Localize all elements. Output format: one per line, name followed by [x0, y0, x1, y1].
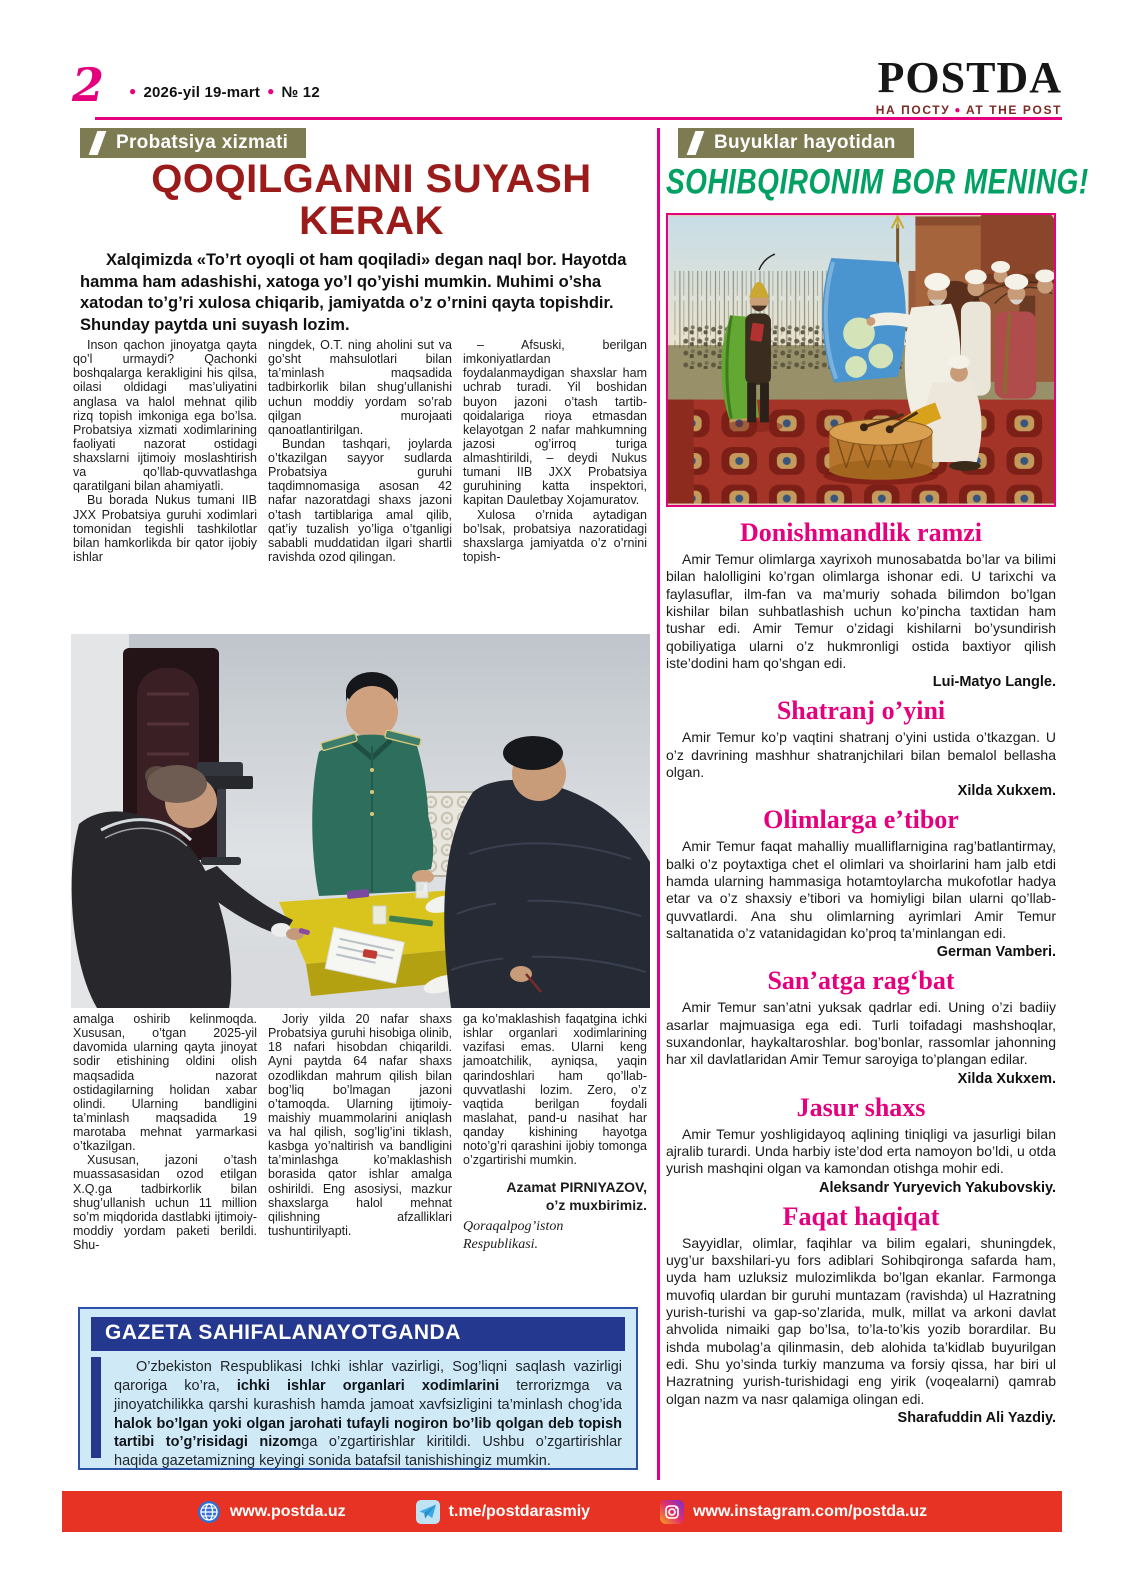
footer-website-link[interactable]	[197, 1500, 346, 1524]
article-headline: QOQILGANNI SUYASH KERAK	[151, 157, 592, 244]
instagram-icon	[660, 1500, 684, 1524]
section-body: Amir Temur yoshligidayoq aqlining tiniqligi va jasurligi bilan ajralib turardi. Unda harbiy iste’dod erta namoyon bo’ldi, u otda yurish mashqini olgan va kamondan otishga mohir edi.	[666, 1125, 1056, 1177]
section-author: Xilda Xukxem.	[957, 1070, 1056, 1087]
infobox	[78, 1307, 638, 1470]
infobox-text-bold: halok bo’lgan yoki olgan jarohati tufayli nogiron bo’lib qolgan deb topish tartibi to’g’risidagi nizom	[114, 1415, 622, 1451]
infobox-text: terrorizmga va jinoyatchilikka qarshi kurashish hamda jamoat xavfsizligini ta’minlash chog’ida	[114, 1377, 622, 1413]
footer-bar	[62, 1491, 1062, 1532]
footer-instagram-link[interactable]	[660, 1500, 927, 1524]
footer-telegram-link[interactable]	[416, 1500, 590, 1524]
article-column	[463, 1012, 647, 1304]
masthead-subtitle	[876, 103, 1062, 117]
byline-region: Respublikasi.	[463, 1236, 539, 1252]
infobox-title: GAZETA SAHIFALANAYOTGANDA	[91, 1317, 625, 1351]
section-body: Sayyidlar, olimlar, faqihlar va bilim egalari, shuningdek, uyg’ur baxshilari-yu fors adiblari Sohibqironga safarda ham, uyda ham uzluksiz mulozimlikda bo’lgan ekanlar. Farmonga muvofiq ulardan bir guruhi muntazam (ravishda) ul Hazratning yurish-turishi va gap-so’zlarida, mulk, millat va arkoni davlat ahvolida nimaiki gap bo’lsa, to’la-to’kis yozib borardilar. Bu ishda mubolag’a qilinmasin, deb alohida ta’kidlab buyurilgan edi. Shu yo’sinda turkiy manzuma va forsiy qissa, har biri ul Hazratning yurish-turishidagi eng yirik (voqealarni) qamrab olgan nazm va nasr qalamiga olingan edi.	[666, 1234, 1056, 1407]
right-article-title: SOHIBQIRONIM BOR MENING!	[666, 162, 1089, 201]
section-body: Amir Temur san’atni yuksak qadrlar edi. Uning o’zi badiiy asarlar majmuasiga ega edi. Turli toifadagi mashshoqlar, suxandonlar, haykaltaroshlar. bog’bonlar, rassomlar jahonning har xil davlatlaridan Amir Temur saroyiga to’plangan edilar.	[666, 999, 1056, 1068]
bullet-icon: ●	[954, 105, 962, 116]
bullet-icon: ●	[267, 84, 275, 98]
section-block	[666, 805, 1056, 960]
issue-number: № 12	[281, 84, 320, 101]
footer-instagram-label: www.instagram.com/postda.uz	[693, 1502, 928, 1520]
section-author: Aleksandr Yuryevich Yakubovskiy.	[819, 1179, 1056, 1196]
masthead-title: POSTDA	[877, 53, 1062, 102]
masthead-sub-en: AT THE POST	[965, 103, 1062, 117]
date-issue-line	[122, 84, 320, 101]
section-heading: San’atga rag‘bat	[767, 966, 955, 996]
byline-author: Azamat PIRNIYAZOV,	[506, 1179, 647, 1196]
masthead	[875, 53, 1062, 117]
section-author: German Vamberi.	[936, 944, 1056, 961]
painting-illustration	[668, 215, 1054, 505]
column-divider	[657, 128, 660, 1480]
section-author: Lui-Matyo Langle.	[932, 674, 1056, 691]
infobox-body	[114, 1358, 622, 1471]
infobox-text: ga o’zgartirishlar kiritildi. Ushbu o’zgartirishlar haqida gazetamizning keyingi sonida batafsil tanishishingiz mumkin.	[114, 1434, 622, 1470]
section-body: Amir Temur faqat mahalliy mualliflarnigina rag’batlantirmay, balki o’z poytaxtiga chet el olimlari va shoirlarini ham jalb etdi hamda ularning hammasiga hotamtoylarcha mukofotlar hadya etar va o’z shaxsiy e’tibori va homiyligi bilan ularni qo’llab-quvvatlardi. Ana shu olimlarning ayrimlari Amir Temur saltanatida o’z vatanidagidan ko’proq ta’minlangan edi.	[666, 838, 1056, 942]
bullet-icon: ●	[129, 84, 137, 98]
footer-telegram-label: t.me/postdarasmiy	[448, 1502, 591, 1520]
header-rule	[95, 117, 1062, 120]
section-heading: Shatranj o’yini	[776, 696, 946, 726]
section-heading: Donishmandlik ramzi	[740, 518, 982, 547]
masthead-sub-ru: НА ПОСТУ	[875, 103, 951, 117]
section-block	[666, 966, 1056, 1086]
red-robe-figure	[995, 312, 1037, 399]
right-sections	[666, 512, 1056, 1427]
section-block	[666, 1202, 1056, 1426]
section-body: Amir Temur ko’p vaqtini shatranj o’yini ustida o’tkazgan. U o’z davrining mashhur shatranjchilari bilan bemalol bellasha olgan.	[666, 729, 1056, 781]
article-photo	[71, 634, 650, 1008]
amir-temur-painting	[666, 213, 1056, 507]
infobox-accent-bar	[91, 1357, 101, 1458]
section-heading: Jasur shaxs	[796, 1092, 926, 1122]
article-column: – Afsuski, berilgan imkoniyatlardan foydalanmaydigan shaxslar ham uchrab turadi. Yil boshidan buyon jazoni o’tash tartib-qoidalariga rioya etmasdan kelayotgan 2 nafar mahkumning jazosi og’irroq turiga almashtirildi, – deydi Nukus tumani IIB JXX Probatsiya guruhining katta inspektori, kapitan Dauletbay Xojamuratov. Xulosa o’rnida aytadigan bo’lsak, probatsiya nazoratidagi shaxslarga jamiyatda o’z o’rnini topish-	[463, 338, 647, 564]
article-column-text: ga ko’maklashish faqatgina ichki ishlar organlari xodimlarining vazifasi emas. Ularni keng jamoatchilik, ayniqsa, yaqin qarindoshlari ham qo’llab-quvvatlashi lozim. Zero, o’z vaqtida berilgan foydali maslahat, pand-u nasihat har qanday kishining hayotga noto’g’ri qarashini ijobiy tomonga o’zgartirishi mumkin.	[463, 1012, 647, 1168]
section-author: Sharafuddin Ali Yazdiy.	[897, 1410, 1056, 1427]
probation-photo-illustration	[71, 634, 650, 1008]
section-label-buyuklar: Buyuklar hayotidan	[678, 128, 914, 158]
infobox-text: O’zbekiston Respublikasi Ichki ishlar vazirligi, Sog’liqni saqlash vazirligi qaroriga ko’ra,	[114, 1359, 622, 1394]
infobox-text-bold: ichki ishlar organlari xodimlarini	[236, 1377, 500, 1394]
byline-region: Qoraqalpog’iston	[463, 1219, 564, 1235]
page-number: 2	[72, 58, 105, 112]
article-column: ningdek, O.T. ning aholini sut va go’sht mahsulotlari bilan ta’minlash maqsadida tadbirkorlik bilan shug’ullanishi uchun moddiy yordam so’rab qilgan murojaati qanoatlantirilgan. Bundan tashqari, joylarda o’tkazilgan sayyor sudlarda Probatsiya guruhi taqdimnomasiga asosan 42 nafar nazoratdagi shaxs jazoni o’tash tartiblariga amal qilib, qat’iy tuzalish yo’liga o’tganligi sababli muddatidan ilgari shartli ravishda ozod qilingan.	[268, 338, 452, 564]
section-block	[666, 518, 1056, 690]
section-label-probatsiya: Probatsiya xizmati	[80, 128, 306, 158]
article-column: Inson qachon jinoyatga qayta qo’l urmaydi? Qachonki boshqalarga kerakligini his qilsa, oilasi oldidagi mas’uliyatini anglasa va halol mehnat qilib rizq topish imkoniga ega bo’lsa. Probatsiya xizmati xodimlarining faoliyati nazorat ostidagi shaxslarni ijtimoiy moslashtirish va qo’llab-quvvatlashga qaratilgani bilan ahamiyatli. Bu borada Nukus tumani IIB JXX Probatsiya guruhi xodimlari tomonidan tegishli tashkilotlar bilan hamkorlikda bir qator ijobiy ishlar	[73, 338, 257, 564]
telegram-icon	[416, 1500, 440, 1524]
section-body: Amir Temur olimlarga xayrixoh munosabatda bo’lar va bilimi bilan halolligini ko’rgan olimlarga ishonar edi. U tarixchi va faylasuflar, ilm-fan va ma’muriy sohada bilimdon bo’lgan kishilar bilan suhbatlashish uchun ko’pincha taxtidan ham tushar edi. Amir Temur o’zidagi kishilarni bo’ysundirish qobiliyatiga ularni o’z hukmronligi ostida baxtiyor qilish iste’dodini ham qo’shgan edi.	[666, 550, 1056, 672]
article-column: Joriy yilda 20 nafar shaxs Probatsiya guruhi hisobiga olinib, 18 nafari hisobdan chiqarildi. Ayni paytda 64 nafar shaxs ozodlikdan mahrum qilish bilan bog’liq bo’lmagan jazoni o’tamoqda. Ularning ijtimoiy-maishiy muammolarini aniqlash va hal qilish, sog’lig’ini tiklash, kasbga yo’naltirish va bandligini ta’minlashga ko’maklashish borasida qator ishlar amalga oshirildi. Eng asosiysi, mazkur shaxslarga halol mehnat qilishning afzalliklari tushuntirilyapti.	[268, 1012, 452, 1238]
article-column: amalga oshirib kelinmoqda. Xususan, o’tgan 2025-yil davomida ularning qayta jinoyat sodir etishining oldini olish maqsadida nazorat ostidagilarning holidan xabar olindi. Ularning bandligini ta’minlash maqsadida 19 marotaba mehnat yarmarkasi o’tkazilgan. Xususan, jazoni o’tash muassasasidan ozod etilgan X.Q.ga tadbirkorlik bilan shug’ullanish uchun 11 million so’m miqdorida dastlabki ijtimoiy-moddiy yordam paketi berildi. Shu-	[73, 1012, 257, 1252]
byline-role: o’z muxbirimiz.	[545, 1196, 647, 1213]
article-columns-bottom	[73, 1012, 648, 1304]
section-block	[666, 696, 1056, 799]
article-columns-top	[73, 338, 648, 634]
footer-website-label: www.postda.uz	[229, 1502, 346, 1520]
section-heading: Olimlarga e’tibor	[763, 805, 959, 835]
globe-icon	[197, 1500, 221, 1524]
article-lede: Xalqimizda «To’rt oyoqli ot ham qoqiladi» degan naql bor. Hayotda hamma ham adashishi, xatoga yo’l qo’yishi mumkin. Muhimi o’sha xatodan to’g’ri xulosa chiqarib, jamiyatda o’z o’rnini qayta topishdir. Shunday paytda uni suyash lozim.	[80, 251, 627, 334]
section-block	[666, 1093, 1056, 1196]
section-author: Xilda Xukxem.	[957, 783, 1056, 800]
issue-date: 2026-yil 19-mart	[143, 84, 261, 101]
section-heading: Faqat haqiqat	[782, 1201, 940, 1231]
